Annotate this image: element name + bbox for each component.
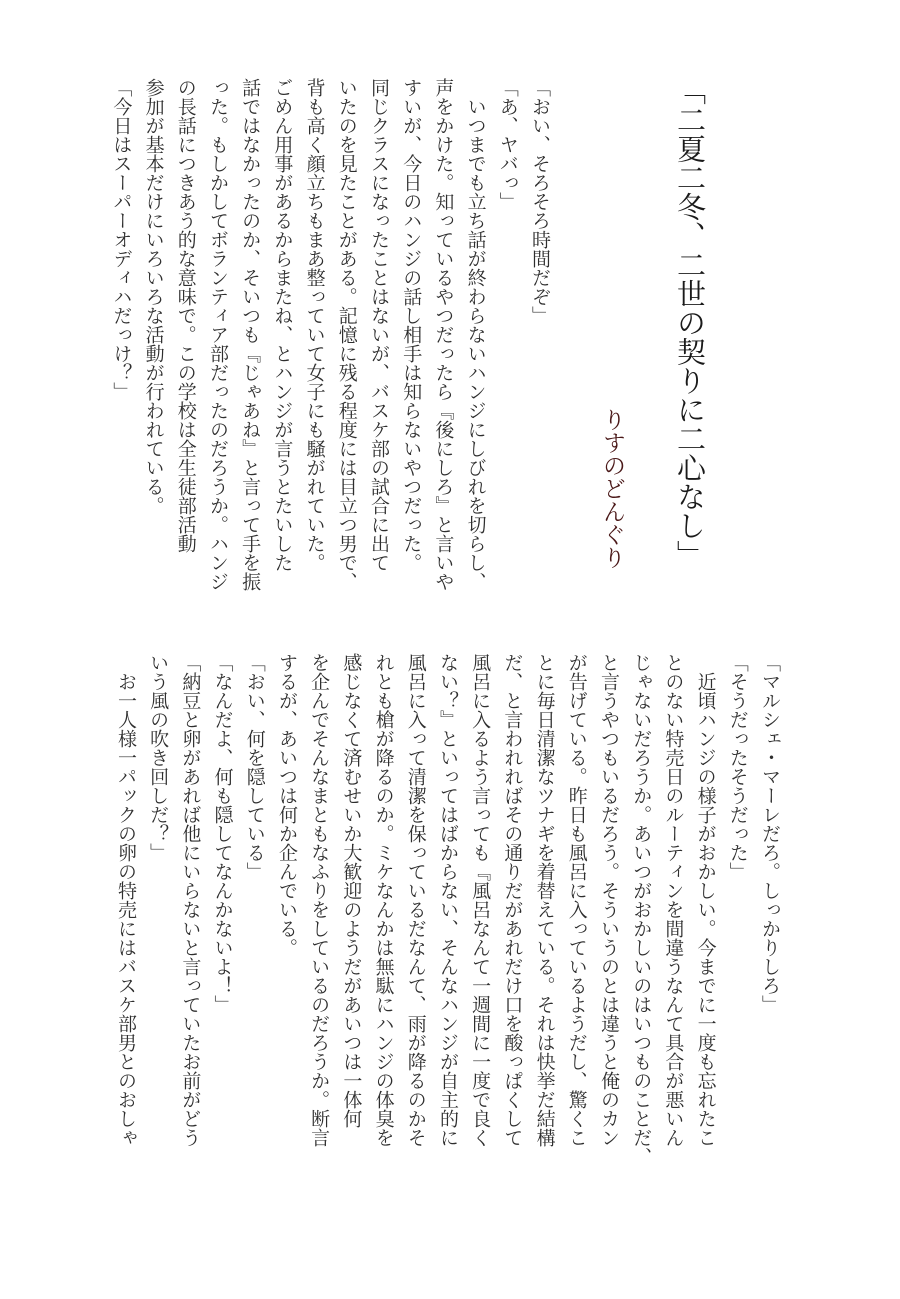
text-line: 参加が基本だけにいろいろな活動が行われている。	[142, 78, 165, 515]
text-line: ない？』といってはばからない、そんなハンジが自主的に	[436, 653, 459, 1147]
text-line: と言うやつもいるだろう。そういうのとは違うと俺のカン	[597, 653, 620, 1147]
text-line: 「今日はスーパーオディハだっけ？」	[110, 78, 133, 401]
text-line: 風呂に入るよう言っても『風呂なんて一週間に一度で良く	[469, 653, 492, 1147]
text-line: じゃないだろうか。あいつがおかしいのはいつものことだ、	[630, 653, 653, 1166]
text-line: った。もしかしてボランティア部だったのだろうか。ハンジ	[206, 78, 229, 591]
text-line: 風呂に入って清潔を保っているだなんて、雨が降るのかそ	[404, 653, 427, 1147]
text-line: 近頃ハンジの様子がおかしい。今までに一度も忘れたこ	[694, 653, 717, 1147]
text-line: 「そうだったそうだった」	[726, 653, 749, 881]
text-line: 同じクラスになったことはないが、バスケ部の試合に出て	[367, 78, 390, 572]
text-line: とのない特売日のルーティンを間違うなんて具合が悪いん	[662, 653, 685, 1147]
body-text-bottom	[110, 653, 786, 1173]
body-text-top	[105, 78, 556, 608]
text-line: 「おい、そろそろ時間だぞ」	[529, 78, 551, 325]
text-line: お一人様一パックの卵の特売にはバスケ部男とのおしゃ	[114, 653, 137, 1147]
story-title: 「二夏二冬、二世の契りに二心なし」	[673, 76, 707, 569]
text-line: 「納豆と卵があれば他にいらないと言っていたお前がどう	[179, 653, 202, 1147]
text-line: 「あ、ヤバっ」	[496, 78, 519, 211]
text-line: とに毎日清潔なツナギを着替えている。それは快挙だ結構	[533, 653, 556, 1147]
author-name: りすのどんぐり	[599, 408, 625, 569]
text-line: ごめん用事があるからまたね、とハンジが言うとたいした	[271, 78, 294, 572]
text-line: いつまでも立ち話が終わらないハンジにしびれを切らし、	[464, 78, 487, 591]
text-line: が告げている。昨日も風呂に入っているようだし、驚くこ	[565, 653, 588, 1147]
text-line: すいが、今日のハンジの話し相手は知らないやつだった。	[400, 78, 423, 572]
text-line: 話ではなかったのか、そいつも『じゃあね』と言って手を振	[239, 78, 262, 591]
text-line: 感じなくて済むせいか大歓迎のようだがあいつは一体何	[340, 653, 363, 1128]
text-line: れとも槍が降るのか。ミケなんかは無駄にハンジの体臭を	[372, 653, 395, 1147]
text-line: 「おい、何を隠している」	[243, 653, 266, 881]
text-line: を企んでそんなまともなふりをしているのだろうか。断言	[308, 653, 331, 1147]
text-line: いたのを見たことがある。記憶に残る程度には目立つ男で、	[335, 78, 358, 591]
text-line: するが、あいつは何か企んでいる。	[275, 653, 298, 957]
text-line: 声をかけた。知っているやつだったら『後にしろ』と言いや	[432, 78, 455, 591]
text-line: 「マルシェ・マーレだろ。しっかりしろ」	[759, 653, 781, 1014]
text-line: の長話につきあう的な意味で。この学校は全生徒部活動	[174, 78, 197, 553]
text-line: だ、と言われればその通りだがあれだけ口を酸っぱくして	[501, 653, 524, 1147]
text-line: 「なんだよ、何も隠してなんかないよ！」	[211, 653, 234, 1014]
text-line: いう風の吹き回しだ？」	[147, 653, 170, 862]
text-line: 背も高く顔立ちもまあ整っていて女子にも騒がれていた。	[303, 78, 326, 572]
